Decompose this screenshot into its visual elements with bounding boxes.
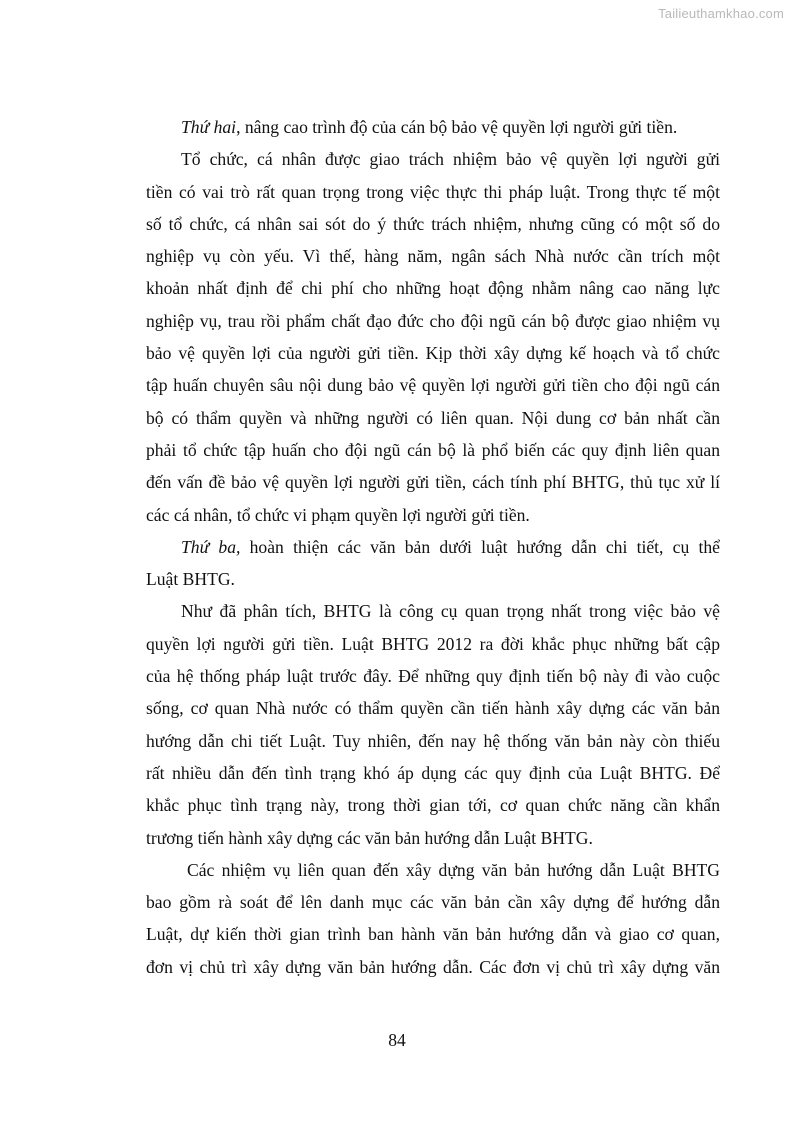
paragraph-line: Luật, dự kiến thời gian trình ban hành văn bản hướng dẫn và giao cơ quan, bbox=[146, 924, 720, 945]
paragraph-line: khắc phục tình trạng này, trong thời gian tới, cơ quan chức năng cần khẩn bbox=[146, 795, 720, 816]
paragraph-line bbox=[146, 531, 720, 563]
paragraph-line: khoản nhất định để chi phí cho những hoạt động nhằm nâng cao năng lực bbox=[146, 278, 720, 299]
paragraph-line: Các nhiệm vụ liên quan đến xây dựng văn bản hướng dẫn Luật BHTG bbox=[187, 859, 720, 880]
paragraph-line: số tổ chức, cá nhân sai sót do ý thức trách nhiệm, nhưng cũng có một số do bbox=[146, 213, 720, 234]
paragraph-line: sống, cơ quan Nhà nước có thẩm quyền cần tiến hành xây dựng các văn bản bbox=[146, 698, 720, 719]
paragraph-line bbox=[146, 111, 720, 143]
italic-lead: Thứ ba, bbox=[181, 536, 241, 557]
paragraph-line: tập huấn chuyên sâu nội dung bảo vệ quyền lợi người gửi tiền cho đội ngũ cán bbox=[146, 375, 720, 396]
paragraph-line: tiền có vai trò rất quan trọng trong việc thực thi pháp luật. Trong thực tế một bbox=[146, 181, 720, 202]
line-text: , nâng cao trình độ của cán bộ bảo vệ quyền lợi người gửi tiền. bbox=[236, 117, 678, 137]
paragraph-line: nghiệp vụ còn yếu. Vì thế, hàng năm, ngân sách Nhà nước cần trích một bbox=[146, 246, 720, 267]
paragraph-line: bộ có thẩm quyền và những người có liên quan. Nội dung cơ bản nhất cần bbox=[146, 407, 720, 428]
line-text: hoàn thiện các văn bản dưới luật hướng dẫn chi tiết, cụ thể bbox=[240, 536, 720, 557]
paragraph-line: Luật BHTG. bbox=[146, 569, 235, 590]
watermark: Tailieuthamkhao.com bbox=[658, 6, 784, 21]
paragraph-line: phải tổ chức tập huấn cho đội ngũ cán bộ là phổ biến các quy định liên quan bbox=[146, 439, 720, 460]
paragraph-line: rất nhiều dẫn đến tình trạng khó áp dụng các quy định của Luật BHTG. Để bbox=[146, 762, 720, 783]
document-body bbox=[146, 111, 720, 983]
paragraph-line: trương tiến hành xây dựng các văn bản hướng dẫn Luật BHTG. bbox=[146, 827, 593, 848]
paragraph-line: đơn vị chủ trì xây dựng văn bản hướng dẫn. Các đơn vị chủ trì xây dựng văn bbox=[146, 956, 720, 977]
paragraph-line: nghiệp vụ, trau rồi phẩm chất đạo đức cho đội ngũ cán bộ được giao nhiệm vụ bbox=[146, 310, 720, 331]
paragraph-line: của hệ thống pháp luật trước đây. Để những quy định tiến bộ này đi vào cuộc bbox=[146, 666, 720, 687]
paragraph-line: các cá nhân, tổ chức vi phạm quyền lợi người gửi tiền. bbox=[146, 504, 530, 525]
paragraph-line: bảo vệ quyền lợi của người gửi tiền. Kịp thời xây dựng kế hoạch và tổ chức bbox=[146, 343, 720, 364]
paragraph-line: quyền lợi người gửi tiền. Luật BHTG 2012 ra đời khắc phục những bất cập bbox=[146, 633, 720, 654]
paragraph-line: hướng dẫn chi tiết Luật. Tuy nhiên, đến nay hệ thống văn bản này còn thiếu bbox=[146, 730, 720, 751]
paragraph-line: Tổ chức, cá nhân được giao trách nhiệm bảo vệ quyền lợi người gửi bbox=[181, 149, 720, 170]
paragraph-line: bao gồm rà soát để lên danh mục các văn bản cần xây dựng để hướng dẫn bbox=[146, 892, 720, 913]
paragraph-line: đến vấn đề bảo vệ quyền lợi người gửi tiền, cách tính phí BHTG, thủ tục xử lí bbox=[146, 472, 720, 493]
italic-lead: Thứ hai bbox=[181, 117, 237, 137]
page-number: 84 bbox=[388, 1030, 406, 1050]
paragraph-line: Như đã phân tích, BHTG là công cụ quan trọng nhất trong việc bảo vệ bbox=[181, 601, 720, 622]
